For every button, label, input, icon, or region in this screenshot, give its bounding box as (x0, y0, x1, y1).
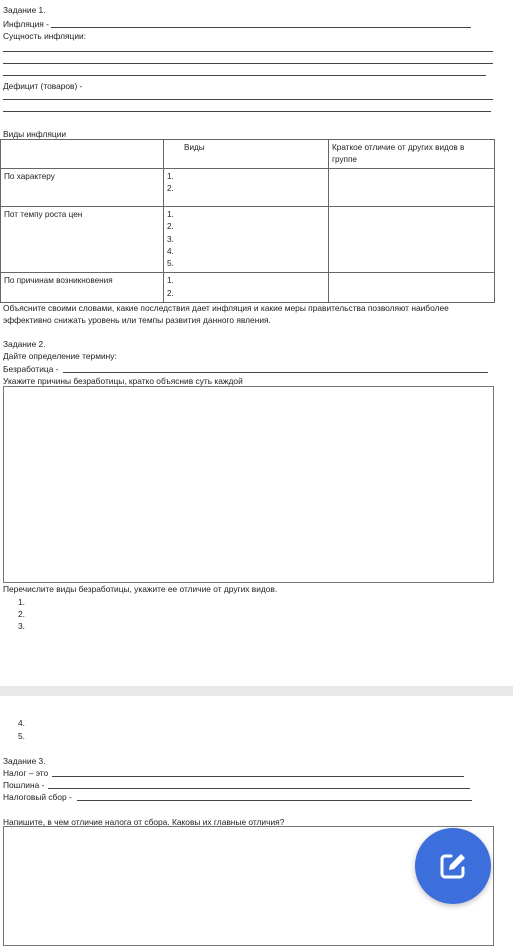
task2-title: Задание 2. (3, 339, 46, 349)
deficit-answer-line-2[interactable] (3, 111, 491, 112)
causes-answer-box[interactable] (3, 386, 494, 583)
list-item: 2. (167, 288, 174, 298)
inflation-label: Инфляция - (3, 19, 49, 29)
answer-cell[interactable] (329, 169, 495, 207)
row-label: Пот темпу роста цен (1, 207, 164, 273)
list-item: 4. (18, 718, 25, 728)
unemployment-label: Безработица - (3, 364, 59, 374)
list-item: 4. (167, 246, 174, 256)
row-label: По характеру (1, 169, 164, 207)
essence-answer-line-2[interactable] (3, 63, 493, 64)
task1-title: Задание 1. (3, 5, 46, 15)
tax-answer-line[interactable] (52, 776, 464, 777)
edit-icon (435, 848, 471, 884)
answer-cell[interactable] (329, 273, 495, 303)
essence-label: Сущность инфляции: (3, 31, 87, 41)
inflation-types-table (0, 139, 495, 303)
table-header-row (1, 140, 495, 169)
duty-answer-line[interactable] (48, 788, 470, 789)
list-item: 2. (18, 609, 25, 619)
explain-prompt-line-1: Объясните своими словами, какие последствия дает инфляция и какие меры правительства позволяют наиболее (3, 303, 449, 313)
table-header-cell (1, 140, 164, 169)
list-item: 3. (18, 621, 25, 631)
explain-prompt-line-2: эффективно снижать уровень или темпы развития данного явления. (3, 315, 271, 325)
deficit-label: Дефицит (товаров) - (3, 81, 83, 91)
list-item: 5. (167, 259, 174, 269)
task3-question: Напишите, в чем отличие налога от сбора. Каковы их главные отличия? (3, 817, 285, 827)
duty-label: Пошлина - (3, 780, 45, 790)
types-prompt: Перечислите виды безработицы, укажите ее отличие от других видов. (3, 584, 278, 594)
edit-button[interactable] (415, 828, 491, 904)
fee-label: Налоговый сбор - (3, 792, 72, 802)
answer-cell[interactable] (329, 207, 495, 273)
row-items[interactable] (164, 273, 329, 303)
table-row (1, 207, 495, 273)
table-row (1, 169, 495, 207)
row-label: По причинам возникновения (1, 273, 164, 303)
list-item: 1. (18, 597, 25, 607)
row-items[interactable] (164, 169, 329, 207)
essence-answer-line-1[interactable] (3, 51, 493, 52)
list-item: 2. (167, 184, 174, 194)
causes-prompt: Укажите причины безработицы, кратко объяснив суть каждой (3, 376, 243, 386)
list-item: 1. (167, 210, 174, 219)
fee-answer-line[interactable] (77, 800, 472, 801)
table-header-cell: Краткое отличие от других видов в группе (329, 140, 495, 169)
list-item: 5. (18, 731, 25, 741)
essence-answer-line-3[interactable] (3, 75, 486, 76)
list-item: 2. (167, 222, 174, 232)
deficit-answer-line-1[interactable] (3, 99, 493, 100)
task3-title: Задание 3. (3, 756, 46, 766)
define-prompt: Дайте определение термину: (3, 351, 117, 361)
table-header-cell: Виды (164, 140, 329, 169)
table-row (1, 273, 495, 303)
row-items[interactable] (164, 207, 329, 273)
inflation-answer-line[interactable] (51, 27, 471, 28)
list-item: 1. (167, 276, 174, 286)
list-item: 3. (167, 234, 174, 244)
unemployment-answer-line[interactable] (63, 372, 488, 373)
types-heading: Виды инфляции (3, 129, 67, 139)
page-break (0, 686, 513, 696)
list-item: 1. (167, 172, 174, 181)
tax-label: Налог – это (3, 768, 49, 778)
